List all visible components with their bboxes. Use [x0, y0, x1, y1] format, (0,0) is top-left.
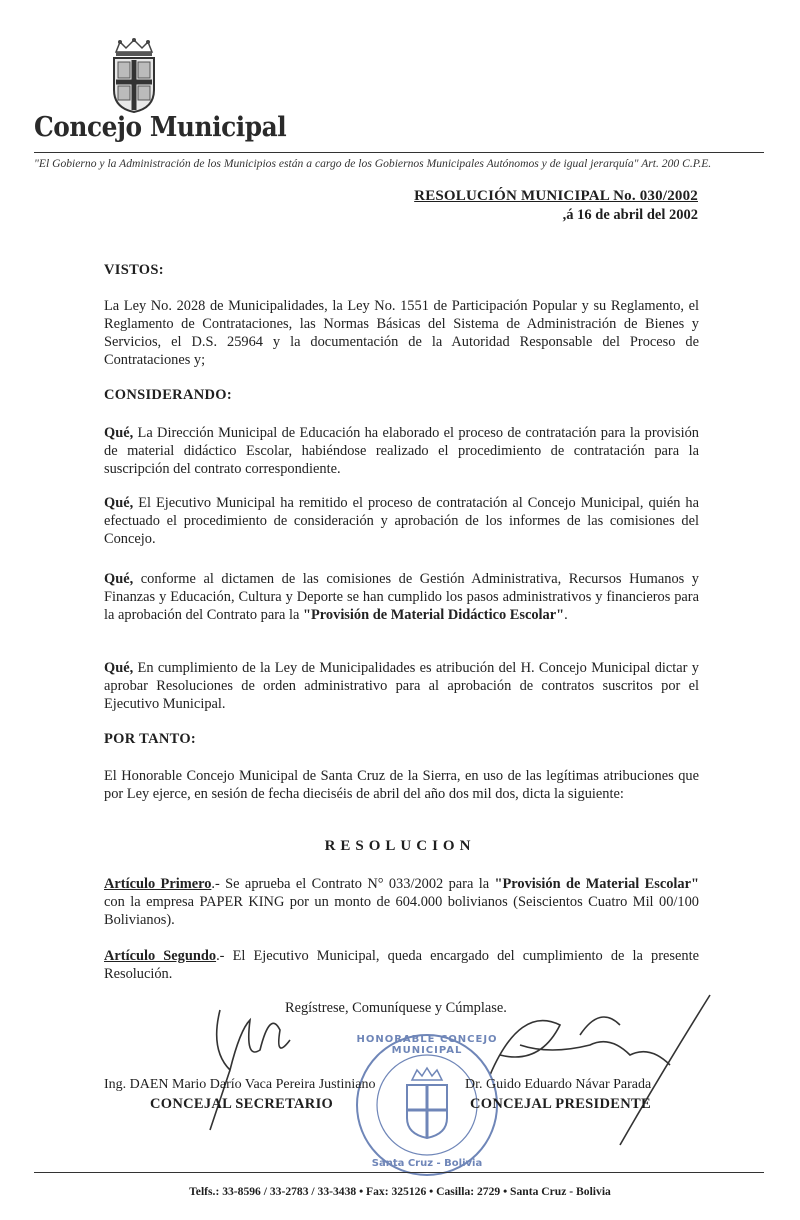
coat-of-arms-icon [106, 38, 162, 114]
que-lead: Qué, [104, 495, 134, 511]
considerando-paragraph-4 [104, 659, 699, 713]
considerando-heading: CONSIDERANDO: [104, 387, 232, 403]
que-lead: Qué, [104, 425, 134, 441]
considerando-paragraph-3 [104, 570, 699, 624]
article-2 [104, 947, 699, 983]
left-signature-icon [190, 990, 310, 1140]
period: . [564, 607, 568, 623]
considerando-text-1: La Dirección Municipal de Educación ha elaborado el proceso de contratación para la provisión de material didáctico Escolar, habiéndose realizado el procedimiento de contratación para la suscripción del contrato correspondiente. [104, 425, 699, 477]
article-1-object: "Provisión de Material Escolar" [494, 876, 699, 892]
article-2-text: .- El Ejecutivo Municipal, queda encargado del cumplimiento de la presente Resolución. [104, 948, 700, 982]
que-lead: Qué, [104, 660, 134, 676]
considerando-paragraph-1 [104, 424, 699, 478]
footer-contact: Telfs.: 33-8596 / 33-2783 / 33-3438 • Fax: 325126 • Casilla: 2729 • Santa Cruz - Bolivia [189, 1185, 611, 1198]
considerando-text-4: En cumplimiento de la Ley de Municipalidades es atribución del H. Concejo Municipal dictar y aprobar Resoluciones de orden administrativo para al aprobación de contratos suscritos por el Ejecutivo Municipal. [104, 660, 699, 712]
header-divider [34, 152, 764, 153]
president-name: Dr. Guido Eduardo Návar Parada [465, 1077, 652, 1092]
article-1 [104, 875, 699, 929]
vistos-text: La Ley No. 2028 de Municipalidades, la Ley No. 1551 de Participación Popular y su Reglamento, el Reglamento de Contrataciones, las Normas Básicas del Sistema de Administración de Bienes y Servicios, el D.S. 25964 y la documentación de la Autoridad Responsable del Proceso de Contrataciones y; [104, 298, 699, 368]
footer-divider [34, 1172, 764, 1173]
motto: "El Gobierno y la Administración de los Municipios están a cargo de los Gobiernos Municipales Autónomos y de igual jerarquía" Art. 200 C.P.E. [34, 157, 712, 170]
resolucion-heading: RESOLUCION [324, 838, 476, 854]
article-1-label: Artículo Primero [104, 876, 212, 892]
por-tanto-heading: POR TANTO: [104, 731, 197, 747]
article-1-text-b: con la empresa PAPER KING por un monto de 604.000 bolivianos (Seiscientos Cuatro Mil 00/100 Bolivianos). [104, 894, 699, 928]
considerando-text-3: conforme al dictamen de las comisiones de Gestión Administrativa, Recursos Humanos y Finanzas y Educación, Cultura y Deporte se han cumplido los pasos administrativos y financieros para la aprobación del Contrato para la [104, 571, 699, 623]
right-signature-icon [480, 985, 720, 1165]
seal-top-text: HONORABLE CONCEJO MUNICIPAL [356, 1034, 498, 1056]
article-1-text-a: .- Se aprueba el Contrato N° 033/2002 para la [211, 876, 490, 892]
considerando-paragraph-2 [104, 494, 699, 548]
que-lead: Qué, [104, 571, 134, 587]
resolution-title: RESOLUCIÓN MUNICIPAL No. 030/2002 [414, 188, 698, 204]
vistos-heading: VISTOS: [104, 262, 164, 278]
por-tanto-text: El Honorable Concejo Municipal de Santa Cruz de la Sierra, en uso de las legítimas atribuciones que por Ley ejerce, en sesión de fecha dieciséis de abril del año dos mil dos, dicta la siguiente: [104, 768, 699, 802]
article-2-label: Artículo Segundo [104, 948, 217, 964]
organization-name: Concejo Municipal [34, 112, 287, 143]
secretary-name: Ing. DAEN Mario Darío Vaca Pereira Justiniano [104, 1077, 376, 1092]
contract-object: "Provisión de Material Didáctico Escolar" [303, 607, 565, 623]
closing-formula: Regístrese, Comuníquese y Cúmplase. [285, 1000, 507, 1016]
president-title: CONCEJAL PRESIDENTE [470, 1096, 651, 1112]
resolution-date: ,á 16 de abril del 2002 [562, 207, 698, 223]
considerando-text-2: El Ejecutivo Municipal ha remitido el proceso de contratación al Concejo Municipal, quién ha efectuado el procedimiento de consideración y aprobación de los informes de las comisiones del Concejo. [104, 495, 699, 547]
seal-bottom-text: Santa Cruz - Bolivia [371, 1158, 483, 1169]
secretary-title: CONCEJAL SECRETARIO [150, 1096, 334, 1112]
